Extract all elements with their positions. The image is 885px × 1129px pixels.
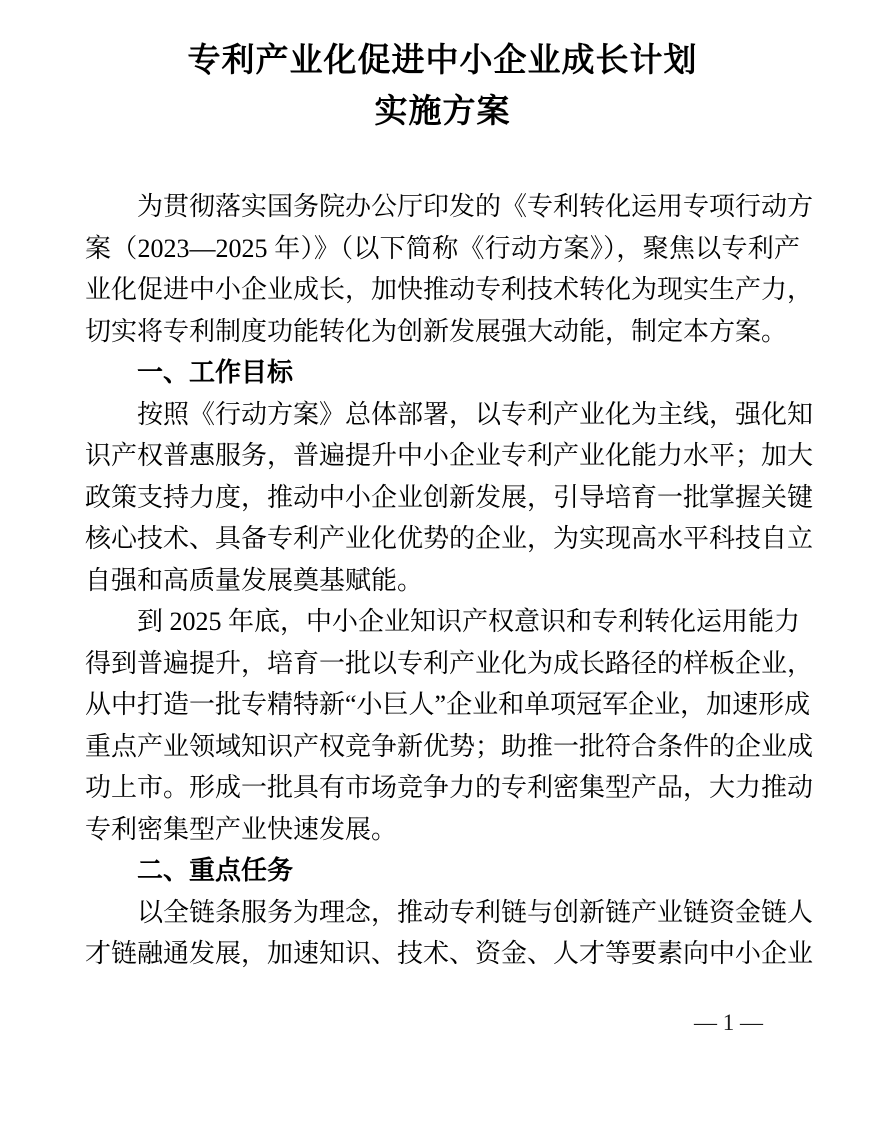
body-line: 得到普遍提升，培育一批以专利产业化为成长路径的样板企业， [85, 648, 814, 678]
body-line: 才链融通发展，加速知识、技术、资金、人才等要素向中小企业 [85, 939, 814, 968]
paragraph [85, 186, 814, 352]
body-line: 核心技术、具备专利产业化优势的企业，为实现高水平科技自立 [85, 524, 814, 553]
body-line: 专利密集型产业快速发展。 [85, 814, 398, 844]
body-line: 重点产业领域知识产权竞争新优势；助推一批符合条件的企业成 [85, 731, 814, 761]
body-line: 到 2025 年底，中小企业知识产权意识和专利转化运用能力 [137, 607, 801, 636]
section-heading: 一、工作目标 [137, 357, 294, 387]
title-line-2: 实施方案 [374, 94, 511, 130]
document-body [85, 186, 814, 975]
body-line: 案（2023—2025 年）》（以下简称《行动方案》），聚焦以专利产 [85, 233, 800, 263]
body-line: 从中打造一批专精特新“小巨人”企业和单项冠军企业，加速形成 [85, 690, 811, 719]
body-line: 自强和高质量发展奠基赋能。 [85, 565, 424, 595]
paragraph [85, 394, 814, 602]
body-line: 功上市。形成一批具有市场竞争力的专利密集型产品，大力推动 [85, 773, 814, 802]
paragraph [85, 601, 814, 850]
body-line: 切实将专利制度功能转化为创新发展强大动能，制定本方案。 [85, 316, 788, 346]
document-title [0, 36, 885, 138]
page-number: — 1 — [694, 1010, 763, 1035]
title-line-1: 专利产业化促进中小企业成长计划 [187, 43, 698, 79]
section-heading: 二、重点任务 [137, 855, 294, 885]
body-line: 为贯彻落实国务院办公厅印发的《专利转化运用专项行动方 [137, 192, 814, 221]
body-line: 业化促进中小企业成长，加快推动专利技术转化为现实生产力， [85, 275, 814, 304]
body-line: 以全链条服务为理念，推动专利链与创新链产业链资金链人 [137, 897, 814, 927]
body-line: 识产权普惠服务，普遍提升中小企业专利产业化能力水平；加大 [85, 441, 814, 470]
body-line: 按照《行动方案》总体部署，以专利产业化为主线，强化知 [137, 399, 814, 429]
body-line: 政策支持力度，推动中小企业创新发展，引导培育一批掌握关键 [85, 482, 814, 512]
paragraph [85, 892, 814, 975]
